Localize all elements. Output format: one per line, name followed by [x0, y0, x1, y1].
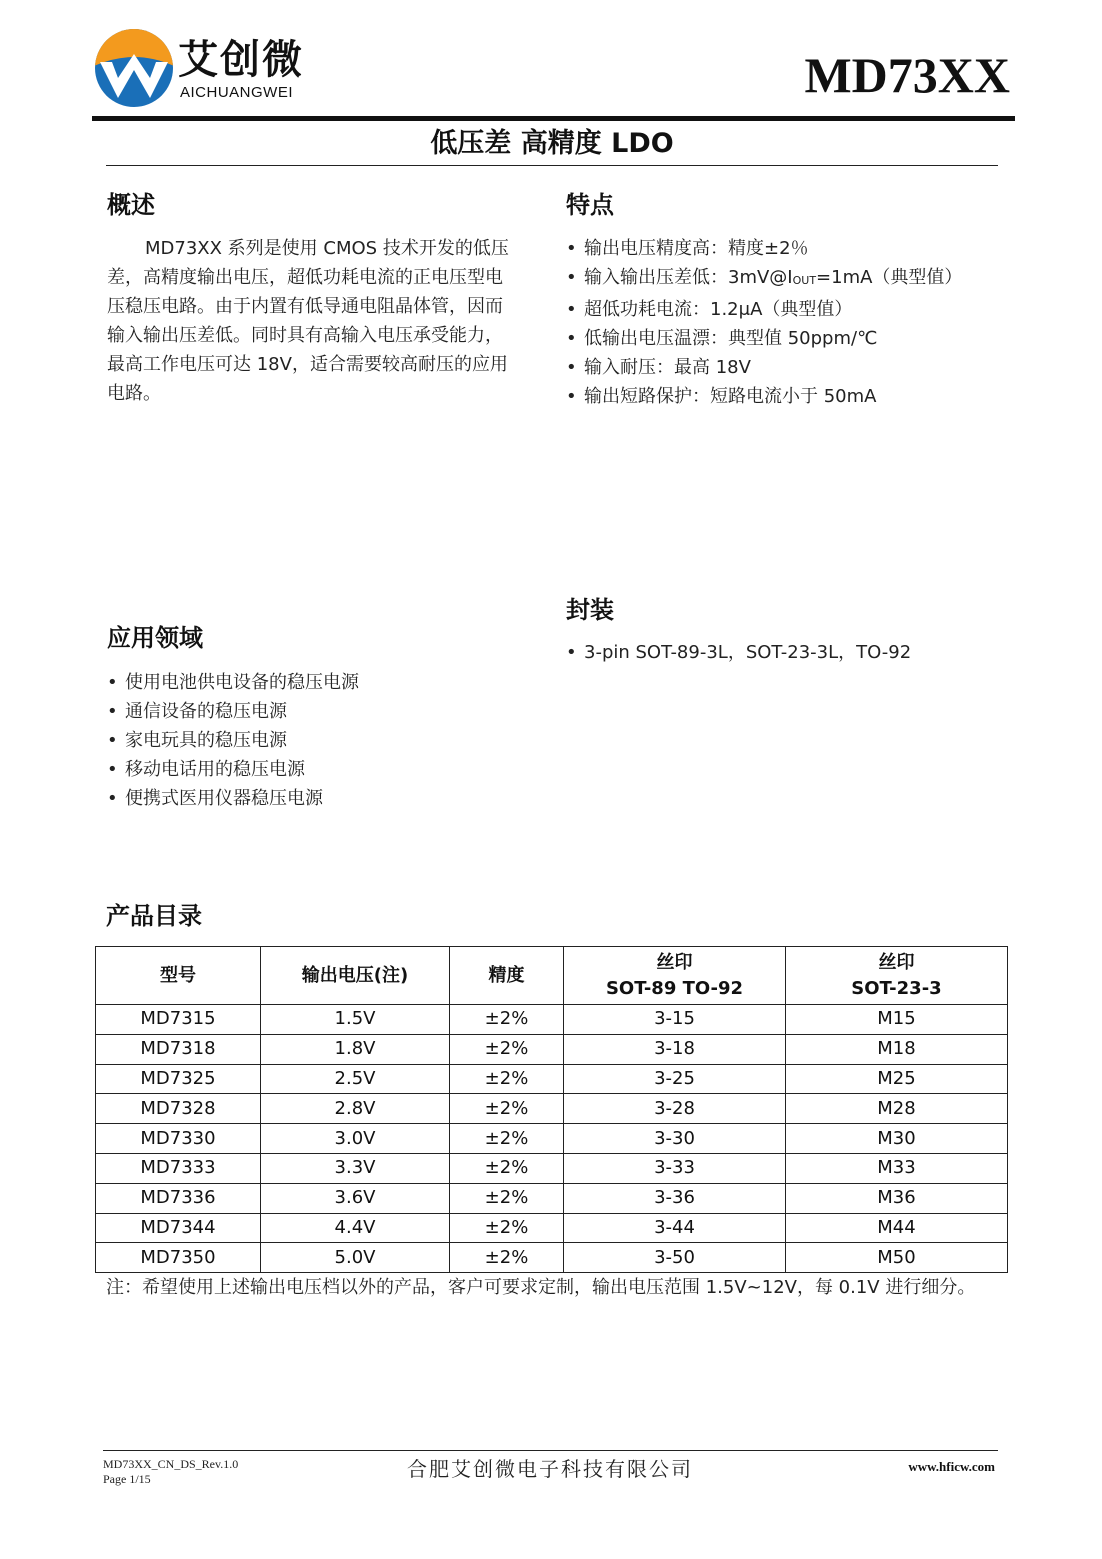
package-list [566, 638, 911, 667]
table-row [96, 1094, 1008, 1124]
catalog-heading: 产品目录 [106, 902, 202, 930]
feature-item: • 超低功耗电流：1.2μA（典型值） [566, 295, 962, 324]
marking-sot89-cell: 3-33 [564, 1153, 786, 1183]
model-cell: MD7325 [96, 1064, 261, 1094]
voltage-cell: 5.0V [261, 1243, 450, 1273]
application-item: • 移动电话用的稳压电源 [107, 755, 359, 784]
model-cell: MD7344 [96, 1213, 261, 1243]
marking-sot23-cell: M28 [786, 1094, 1008, 1124]
column-header-marking-sot23: 丝印 SOT-23-3 [786, 947, 1008, 1005]
model-cell: MD7336 [96, 1183, 261, 1213]
applications-list [107, 668, 359, 813]
accuracy-cell: ±2% [450, 1124, 564, 1154]
marking-sot89-cell: 3-36 [564, 1183, 786, 1213]
voltage-cell: 1.5V [261, 1005, 450, 1035]
feature-item: • 低输出电压温漂：典型值 50ppm/℃ [566, 324, 962, 353]
package-item: • 3-pin SOT-89-3L，SOT-23-3L，TO-92 [566, 638, 911, 667]
application-item: • 便携式医用仪器稳压电源 [107, 784, 359, 813]
accuracy-cell: ±2% [450, 1034, 564, 1064]
model-cell: MD7350 [96, 1243, 261, 1273]
table-row [96, 1034, 1008, 1064]
marking-sot89-cell: 3-25 [564, 1064, 786, 1094]
marking-sot23-cell: M44 [786, 1213, 1008, 1243]
column-header-voltage: 输出电压(注) [261, 947, 450, 1005]
application-item: • 家电玩具的稳压电源 [107, 726, 359, 755]
feature-item: • 输入输出压差低：$3mV@I_{OUT}=1mA$（典型值） [566, 263, 962, 295]
header-divider [92, 116, 1015, 121]
accuracy-cell: ±2% [450, 1183, 564, 1213]
page-title: 低压差 高精度 LDO [430, 128, 674, 159]
voltage-cell: 2.8V [261, 1094, 450, 1124]
table-header-row [96, 947, 1008, 1005]
company-logo-icon [94, 28, 174, 108]
footer-website: www.hficw.com [908, 1459, 995, 1474]
voltage-cell: 4.4V [261, 1213, 450, 1243]
column-header-marking-sot89: 丝印 SOT-89 TO-92 [564, 947, 786, 1005]
marking-sot23-cell: M30 [786, 1124, 1008, 1154]
voltage-cell: 1.8V [261, 1034, 450, 1064]
marking-sot89-cell: 3-30 [564, 1124, 786, 1154]
voltage-cell: 3.0V [261, 1124, 450, 1154]
product-catalog-table [95, 946, 1008, 1273]
voltage-cell: 3.3V [261, 1153, 450, 1183]
marking-sot89-cell: 3-28 [564, 1094, 786, 1124]
document-part-number: MD73XX [804, 47, 1010, 103]
footer-document-revision: MD73XX_CN_DS_Rev.1.0 [103, 1457, 239, 1471]
marking-sot89-cell: 3-50 [564, 1243, 786, 1273]
table-row [96, 1005, 1008, 1035]
marking-sot23-cell: M15 [786, 1005, 1008, 1035]
table-row [96, 1064, 1008, 1094]
marking-sot89-cell: 3-15 [564, 1005, 786, 1035]
model-cell: MD7318 [96, 1034, 261, 1064]
model-cell: MD7328 [96, 1094, 261, 1124]
features-list [566, 234, 962, 411]
table-row [96, 1153, 1008, 1183]
accuracy-cell: ±2% [450, 1153, 564, 1183]
model-cell: MD7315 [96, 1005, 261, 1035]
accuracy-cell: ±2% [450, 1094, 564, 1124]
voltage-cell: 2.5V [261, 1064, 450, 1094]
feature-item: • 输出短路保护：短路电流小于 50mA [566, 382, 962, 411]
column-header-model: 型号 [96, 947, 261, 1005]
table-body [96, 1005, 1008, 1273]
application-item: • 使用电池供电设备的稳压电源 [107, 668, 359, 697]
marking-sot23-cell: M18 [786, 1034, 1008, 1064]
features-heading: 特点 [566, 191, 614, 219]
logo-chinese-text: 艾创微 [178, 37, 304, 83]
model-cell: MD7330 [96, 1124, 261, 1154]
package-heading: 封装 [566, 596, 614, 624]
marking-sot23-cell: M25 [786, 1064, 1008, 1094]
column-header-accuracy: 精度 [450, 947, 564, 1005]
marking-sot23-cell: M50 [786, 1243, 1008, 1273]
accuracy-cell: ±2% [450, 1243, 564, 1273]
application-item: • 通信设备的稳压电源 [107, 697, 359, 726]
marking-sot89-cell: 3-44 [564, 1213, 786, 1243]
table-row [96, 1183, 1008, 1213]
feature-item: • 输入耐压：最高 18V [566, 353, 962, 382]
feature-item: • 输出电压精度高：精度±2％ [566, 234, 962, 263]
logo-english-text: AICHUANGWEI [180, 84, 294, 101]
model-cell: MD7333 [96, 1153, 261, 1183]
footer-company-name: 合肥艾创微电子科技有限公司 [407, 1457, 693, 1481]
table-row [96, 1124, 1008, 1154]
accuracy-cell: ±2% [450, 1005, 564, 1035]
accuracy-cell: ±2% [450, 1213, 564, 1243]
footer-page-number: Page 1/15 [103, 1472, 151, 1486]
voltage-cell: 3.6V [261, 1183, 450, 1213]
footer-divider [103, 1450, 998, 1451]
title-divider [106, 165, 998, 166]
marking-sot23-cell: M36 [786, 1183, 1008, 1213]
table-row [96, 1243, 1008, 1273]
table-row [96, 1213, 1008, 1243]
marking-sot23-cell: M33 [786, 1153, 1008, 1183]
catalog-note: 注：希望使用上述输出电压档以外的产品，客户可要求定制，输出电压范围 1.5V~12V，每 0.1V 进行细分。 [106, 1277, 976, 1298]
applications-heading: 应用领域 [107, 624, 203, 652]
overview-paragraph: MD73XX 系列是使用 CMOS 技术开发的低压差，高精度输出电压，超低功耗电流的正电压型电压稳压电路。由于内置有低导通电阻晶体管，因而输入输出压差低。同时具有高输入电压承受能力，最高工作电压可达 18V，适合需要较高耐压的应用电路。 [107, 238, 509, 404]
overview-heading: 概述 [107, 191, 155, 219]
marking-sot89-cell: 3-18 [564, 1034, 786, 1064]
accuracy-cell: ±2% [450, 1064, 564, 1094]
